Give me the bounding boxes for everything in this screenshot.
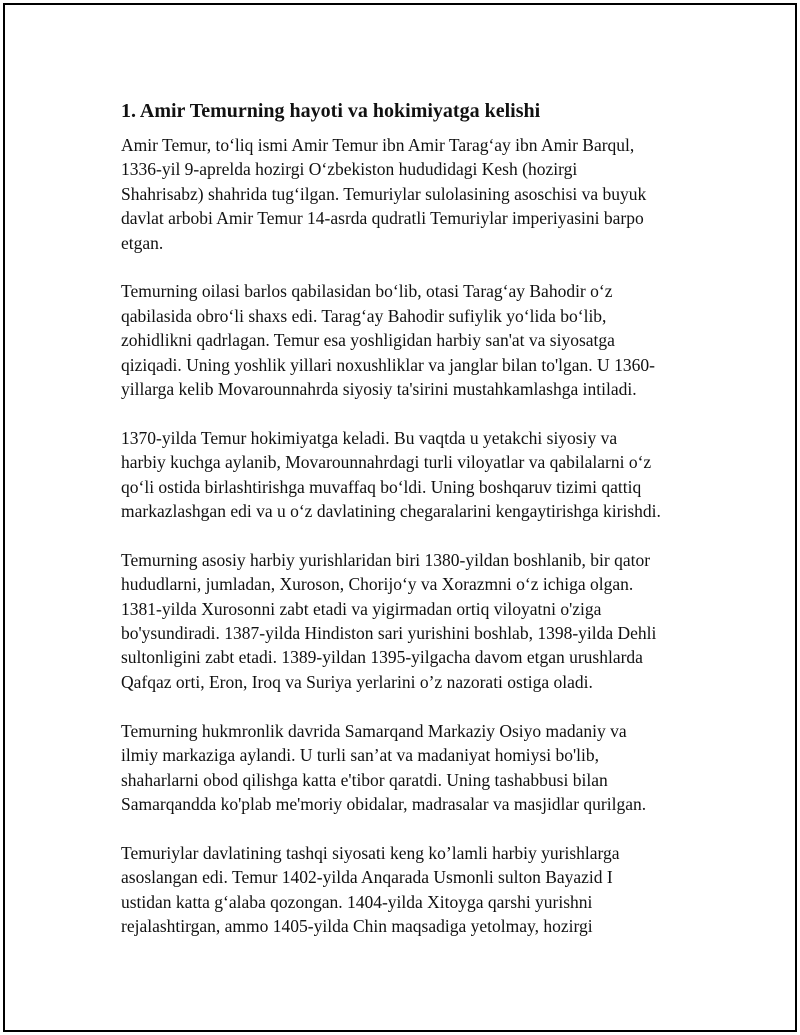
text-line: yillarga kelib Movarounnahrda siyosiy ta'sirini mustahkamlashga intiladi. [121,379,637,400]
text-line: sultonligini zabt etadi. 1389-yildan 1395-yilgacha davom etgan urushlarda [121,647,643,668]
text-line: Amir Temur, to‘liq ismi Amir Temur ibn Amir Tarag‘ay ibn Amir Barqul, [121,135,635,155]
section-heading: 1. Amir Temurning hayoti va hokimiyatga kelishi [121,100,541,122]
text-line: Temurning hukmronlik davrida Samarqand Markaziy Osiyo madaniy va [121,720,627,741]
text-line: bo'ysundiradi. 1387-yilda Hindiston sari yurishini boshlab, 1398-yilda Dehli [121,623,657,644]
text-line: markazlashgan edi va u o‘z davlatining chegaralarini kengaytirishga kirishdi. [121,501,661,522]
text-line: Temurning asosiy harbiy yurishlaridan biri 1380-yildan boshlanib, bir qator [121,549,651,570]
paragraph-2 [121,279,705,401]
paragraph-4 [121,548,705,694]
text-line: Qafqaz orti, Eron, Iroq va Suriya yerlarini o’z nazorati ostiga oladi. [121,671,593,692]
paragraph-3 [121,426,705,524]
document-content [121,97,705,963]
text-line: 1370-yilda Temur hokimiyatga keladi. Bu vaqtda u yetakchi siyosiy va [121,427,618,448]
paragraph-6 [121,841,705,939]
text-line: etgan. [121,232,164,253]
text-line: 1336-yil 9-aprelda hozirgi O‘zbekiston hududidagi Kesh (hozirgi [121,159,578,180]
document-page [3,3,797,1032]
text-line: Temurning oilasi barlos qabilasidan bo‘lib, otasi Tarag‘ay Bahodir o‘z [121,281,613,302]
text-line: rejalashtirgan, ammo 1405-yilda Chin maqsadiga yetolmay, hozirgi [121,915,593,936]
text-line: qiziqadi. Uning yoshlik yillari noxushliklar va janglar bilan to'lgan. U 1360- [121,354,655,375]
text-line: Temuriylar davlatining tashqi siyosati keng ko’lamli harbiy yurishlarga [121,842,620,863]
text-line: shaharlarni obod qilishga katta e'tibor qaratdi. Uning tashabbusi bilan [121,769,608,790]
text-line: qabilasida obro‘li shaxs edi. Tarag‘ay Bahodir sufiylik yo‘lida bo‘lib, [121,305,607,326]
text-line: zohidlikni qadrlagan. Temur esa yoshligidan harbiy san'at va siyosatga [121,330,615,351]
text-line: 1381-yilda Xurosonni zabt etadi va yigirmadan ortiq viloyatni o'ziga [121,598,602,619]
text-line: Samarqandda ko'plab me'moriy obidalar, madrasalar va masjidlar qurilgan. [121,793,647,814]
text-line: hududlarni, jumladan, Xuroson, Chorijo‘y va Xorazmni o‘z ichiga olgan. [121,574,634,595]
paragraph-1 [121,133,705,255]
text-line: harbiy kuchga aylanib, Movarounnahrdagi turli viloyatlar va qabilalarni o‘z [121,452,652,473]
paragraph-5 [121,719,705,817]
text-line: ilmiy markaziga aylandi. U turli san’at va madaniyat homiysi bo'lib, [121,745,599,766]
text-line: ustidan katta g‘alaba qozongan. 1404-yilda Xitoyga qarshi yurishni [121,891,593,912]
text-line: asoslangan edi. Temur 1402-yilda Anqarada Usmonli sulton Bayazid I [121,867,613,888]
text-line: davlat arbobi Amir Temur 14-asrda qudratli Temuriylar imperiyasini barpo [121,208,644,229]
text-line: Shahrisabz) shahrida tug‘ilgan. Temuriylar sulolasining asoschisi va buyuk [121,183,647,204]
text-line: qo‘li ostida birlashtirishga muvaffaq bo‘ldi. Uning boshqaruv tizimi qattiq [121,476,642,497]
